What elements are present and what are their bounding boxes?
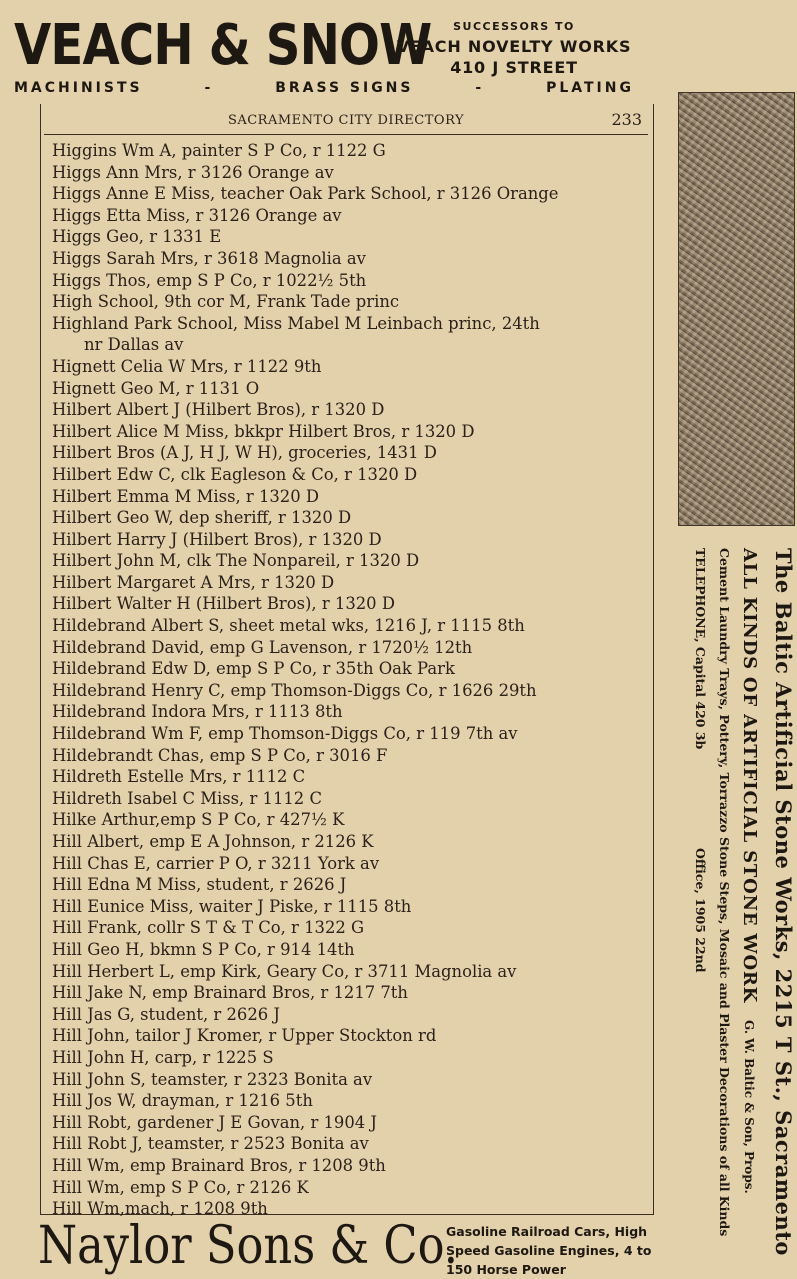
directory-entry: Higgs Thos, emp S P Co, r 1022½ 5th: [52, 270, 367, 290]
side-ad-subhead: ALL KINDS OF ARTIFICIAL STONE WORK: [739, 548, 760, 1004]
directory-entry: Hill Frank, collr S T & T Co, r 1322 G: [52, 918, 365, 938]
directory-entry: High School, 9th cor M, Frank Tade princ: [52, 292, 400, 312]
footer-ad-line: Speed Gasoline Engines, 4 to: [446, 1243, 652, 1258]
tagline-item: PLATING: [546, 80, 634, 96]
footer-company-name: Naylor Sons & Co.: [38, 1216, 459, 1276]
directory-entry: Hilke Arthur,emp S P Co, r 427½ K: [52, 810, 345, 830]
ad-address-line: 410 J STREET: [450, 58, 578, 77]
ad-successors-line: SUCCESSORS TO: [453, 20, 575, 33]
side-ad-products: Cement Laundry Trays, Pottery, Torrazzo Stone Steps, Mosaic and Plaster Decorations of all Kinds: [717, 548, 732, 1237]
footer-ad-line: 150 Horse Power: [446, 1262, 566, 1277]
directory-entry: Hill Eunice Miss, waiter J Piske, r 1115 8th: [52, 896, 412, 916]
tagline-separator: -: [204, 80, 214, 96]
directory-entry: Hilbert Harry J (Hilbert Bros), r 1320 D: [52, 529, 382, 549]
footer-ad-line: Gasoline Railroad Cars, High: [446, 1224, 648, 1239]
directory-entry: Hignett Geo M, r 1131 O: [52, 378, 260, 398]
directory-entry: Hilbert Edw C, clk Eagleson & Co, r 1320 D: [52, 464, 418, 484]
page-number: 233: [611, 110, 642, 129]
footer-advertisement: [0, 1214, 797, 1277]
tagline-separator: -: [475, 80, 485, 96]
footer-ad-text: [446, 1222, 651, 1279]
directory-entry: Highland Park School, Miss Mabel M Leinbach princ, 24th: [52, 313, 540, 333]
directory-entry: Hill Herbert L, emp Kirk, Geary Co, r 3711 Magnolia av: [52, 961, 517, 981]
running-head: [44, 108, 648, 135]
ad-successor-block: [384, 20, 644, 77]
directory-entry: Hildebrand Edw D, emp S P Co, r 35th Oak Park: [52, 659, 455, 679]
directory-entry: Higgs Ann Mrs, r 3126 Orange av: [52, 162, 334, 182]
directory-entry: Hill John H, carp, r 1225 S: [52, 1047, 274, 1067]
directory-entry: Hill Wm, emp Brainard Bros, r 1208 9th: [52, 1155, 386, 1175]
directory-entry: Hilbert Margaret A Mrs, r 1320 D: [52, 572, 335, 592]
directory-entry: Higgs Anne E Miss, teacher Oak Park School, r 3126 Orange: [52, 184, 559, 204]
side-ad-headline: The Baltic Artificial Stone Works, 2215 T St., Sacramento: [771, 548, 796, 1256]
directory-entry: Hilbert Bros (A J, H J, W H), groceries, 1431 D: [52, 443, 437, 463]
directory-entry: Hilbert John M, clk The Nonpareil, r 1320 D: [52, 551, 420, 571]
side-ad-office: Office, 1905 22nd: [693, 848, 708, 973]
side-ad-telephone: TELEPHONE, Capital 420 3b: [693, 548, 708, 750]
directory-entry: Hill John, tailor J Kromer, r Upper Stockton rd: [52, 1026, 437, 1046]
directory-entry: Higgs Sarah Mrs, r 3618 Magnolia av: [52, 248, 366, 268]
directory-entry: Hildebrand Wm F, emp Thomson-Diggs Co, r 119 7th av: [52, 724, 518, 744]
stone-texture-photo: [678, 92, 795, 526]
directory-entry: Hill Albert, emp E A Johnson, r 2126 K: [52, 832, 374, 851]
directory-entry: Hill Wm,mach, r 1208 9th: [52, 1199, 268, 1219]
directory-entry: Hill Robt J, teamster, r 2523 Bonita av: [52, 1134, 369, 1154]
directory-entry: Hill Robt, gardener J E Govan, r 1904 J: [52, 1112, 377, 1132]
directory-entry: Hilbert Geo W, dep sheriff, r 1320 D: [52, 508, 352, 528]
directory-entry: Hill John S, teamster, r 2323 Bonita av: [52, 1069, 373, 1089]
side-advertisement: [648, 548, 796, 1256]
directory-entry: Hill Edna M Miss, student, r 2626 J: [52, 875, 347, 895]
directory-entry: Hilbert Walter H (Hilbert Bros), r 1320 D: [52, 594, 395, 614]
directory-title: SACRAMENTO CITY DIRECTORY: [227, 113, 465, 128]
directory-entry: Hildebrand Indora Mrs, r 1113 8th: [52, 702, 343, 722]
directory-entry: Hildebrandt Chas, emp S P Co, r 3016 F: [52, 745, 388, 765]
directory-entry: Hildebrand David, emp G Lavenson, r 1720½ 12th: [52, 637, 473, 657]
directory-entry: Hildreth Isabel C Miss, r 1112 C: [52, 788, 322, 808]
directory-entry: Hill Jas G, student, r 2626 J: [52, 1004, 280, 1024]
directory-entry: Hildreth Estelle Mrs, r 1112 C: [52, 767, 306, 787]
directory-entry: Hildebrand Henry C, emp Thomson-Diggs Co, r 1626 29th: [52, 680, 537, 700]
directory-entry: Hilbert Albert J (Hilbert Bros), r 1320 D: [52, 400, 385, 420]
directory-entry: Higgs Geo, r 1331 E: [52, 227, 222, 247]
directory-entry: Hildebrand Albert S, sheet metal wks, 1216 J, r 1115 8th: [52, 616, 525, 636]
directory-entry: Hill Wm, emp S P Co, r 2126 K: [52, 1177, 309, 1197]
directory-entries: [52, 140, 652, 1220]
directory-entry: Hill Jake N, emp Brainard Bros, r 1217 7th: [52, 983, 408, 1003]
directory-entry: Hill Chas E, carrier P O, r 3211 York av: [52, 853, 380, 873]
ad-tagline: [14, 80, 634, 96]
directory-entry: Hill Jos W, drayman, r 1216 5th: [52, 1091, 313, 1111]
directory-entry-continuation: nr Dallas av: [84, 335, 184, 355]
directory-entry: Hill Geo H, bkmn S P Co, r 914 14th: [52, 939, 355, 959]
directory-entry: Hilbert Emma M Miss, r 1320 D: [52, 486, 320, 506]
ad-company-line: VEACH NOVELTY WORKS: [396, 37, 632, 56]
ad-brand-name: VEACH & SNOW: [14, 13, 432, 78]
tagline-item: BRASS SIGNS: [275, 80, 414, 96]
directory-entry: Hignett Celia W Mrs, r 1122 9th: [52, 356, 322, 376]
header-advertisement: [0, 0, 797, 104]
side-ad-proprietors: G. W. Baltic & Son, Props.: [742, 1020, 756, 1194]
directory-entry: Higgins Wm A, painter S P Co, r 1122 G: [52, 141, 386, 160]
tagline-item: MACHINISTS: [14, 80, 143, 96]
directory-entry: Hilbert Alice M Miss, bkkpr Hilbert Bros, r 1320 D: [52, 421, 475, 441]
directory-entry: Higgs Etta Miss, r 3126 Orange av: [52, 205, 342, 225]
